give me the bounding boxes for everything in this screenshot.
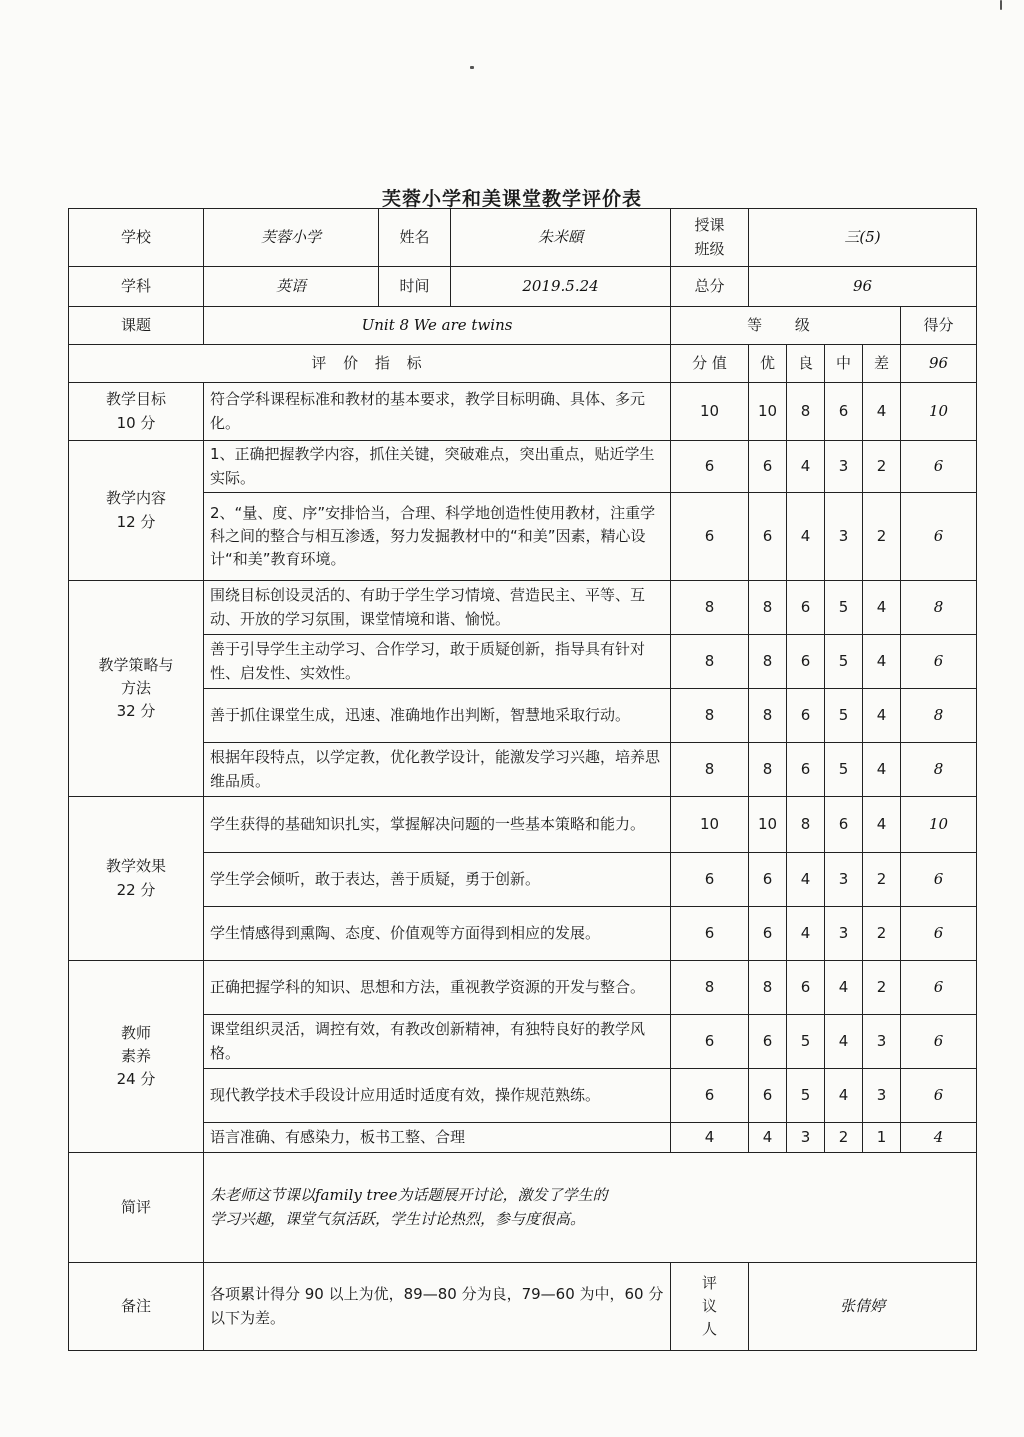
reviewer-label — [671, 1263, 749, 1351]
points-value: 8 — [671, 635, 749, 689]
header-row-subject — [69, 267, 977, 307]
medium-value: 5 — [825, 689, 863, 743]
grade-header: 等 级 — [671, 307, 901, 345]
section-name-line: 教师 — [120, 1023, 151, 1042]
criterion-row — [69, 907, 977, 961]
subject-label: 学科 — [69, 267, 204, 307]
excellent-value: 8 — [749, 961, 787, 1015]
class-label — [671, 209, 749, 267]
total-score-handwritten: 96 — [901, 345, 977, 383]
medium-value: 6 — [825, 383, 863, 441]
criterion-row — [69, 635, 977, 689]
good-value: 6 — [787, 689, 825, 743]
section-name-line: 22 分 — [116, 880, 156, 899]
total-value: 96 — [749, 267, 977, 307]
medium-value: 6 — [825, 797, 863, 853]
points-value: 6 — [671, 853, 749, 907]
column-header-row — [69, 345, 977, 383]
handwritten-score: 6 — [901, 853, 977, 907]
handwritten-score: 10 — [901, 383, 977, 441]
poor-value: 2 — [863, 961, 901, 1015]
points-value: 8 — [671, 961, 749, 1015]
good-value: 6 — [787, 581, 825, 635]
criterion-row — [69, 1123, 977, 1153]
comment-row — [69, 1153, 977, 1263]
reviewer-label-1: 评 — [702, 1273, 718, 1292]
criterion-text: 现代教学技术手段设计应用适时适度有效，操作规范熟练。 — [204, 1069, 671, 1123]
criterion-text: 正确把握学科的知识、思想和方法，重视教学资源的开发与整合。 — [204, 961, 671, 1015]
medium-value: 3 — [825, 493, 863, 581]
criterion-text: 善于引导学生主动学习、合作学习，敢于质疑创新，指导具有针对性、启发性、实效性。 — [204, 635, 671, 689]
points-value: 10 — [671, 797, 749, 853]
handwritten-score: 10 — [901, 797, 977, 853]
poor-value: 1 — [863, 1123, 901, 1153]
good-value: 4 — [787, 853, 825, 907]
poor-value: 4 — [863, 689, 901, 743]
medium-value: 4 — [825, 961, 863, 1015]
criterion-row — [69, 493, 977, 581]
good-value: 8 — [787, 383, 825, 441]
indicator-header: 评 价 指 标 — [69, 345, 671, 383]
teacher-name-value: 朱米頤 — [451, 209, 671, 267]
medium-value: 3 — [825, 853, 863, 907]
section-name — [69, 581, 204, 797]
total-label: 总分 — [671, 267, 749, 307]
criterion-text: 根据年段特点，以学定教，优化教学设计，能激发学习兴趣，培养思维品质。 — [204, 743, 671, 797]
medium-value: 2 — [825, 1123, 863, 1153]
points-value: 8 — [671, 743, 749, 797]
notes-text: 各项累计得分 90 以上为优，89—80 分为良，79—60 为中，60 分以下为差。 — [204, 1263, 671, 1351]
points-value: 4 — [671, 1123, 749, 1153]
criterion-row — [69, 581, 977, 635]
paper-speck — [470, 66, 474, 69]
handwritten-score: 6 — [901, 907, 977, 961]
topic-label: 课题 — [69, 307, 204, 345]
poor-value: 3 — [863, 1015, 901, 1069]
handwritten-score: 6 — [901, 961, 977, 1015]
section-name-line: 10 分 — [116, 413, 156, 432]
time-value: 2019.5.24 — [451, 267, 671, 307]
points-value: 6 — [671, 1015, 749, 1069]
good-value: 6 — [787, 961, 825, 1015]
section-name — [69, 797, 204, 961]
class-label-line-2: 班级 — [694, 239, 725, 258]
reviewer-signature: 张倩婷 — [749, 1263, 977, 1351]
section-name-line: 方法 — [120, 678, 151, 697]
good-value: 3 — [787, 1123, 825, 1153]
section-name — [69, 961, 204, 1153]
poor-value: 2 — [863, 441, 901, 493]
header-row-school — [69, 209, 977, 267]
criterion-text: 围绕目标创设灵活的、有助于学生学习情境、营造民主、平等、互动、开放的学习氛围，课堂情境和谐、愉悦。 — [204, 581, 671, 635]
poor-value: 2 — [863, 907, 901, 961]
section-name-line: 教学效果 — [105, 857, 166, 876]
criterion-text: 学生获得的基础知识扎实，掌握解决问题的一些基本策略和能力。 — [204, 797, 671, 853]
handwritten-score: 6 — [901, 635, 977, 689]
good-value: 4 — [787, 441, 825, 493]
section-name-line: 素养 — [120, 1046, 151, 1065]
medium-value: 3 — [825, 907, 863, 961]
criterion-row — [69, 853, 977, 907]
handwritten-score: 6 — [901, 441, 977, 493]
comment-line-2: 学习兴趣，课堂气氛活跃，学生讨论热烈，参与度很高。 — [210, 1209, 586, 1228]
criterion-text: 学生情感得到熏陶、态度、价值观等方面得到相应的发展。 — [204, 907, 671, 961]
good-header: 良 — [787, 345, 825, 383]
handwritten-score: 6 — [901, 1015, 977, 1069]
points-value: 6 — [671, 441, 749, 493]
criterion-row — [69, 1015, 977, 1069]
criterion-row — [69, 797, 977, 853]
handwritten-score: 8 — [901, 743, 977, 797]
evaluation-table — [68, 208, 977, 1351]
notes-row — [69, 1263, 977, 1351]
excellent-value: 6 — [749, 853, 787, 907]
criterion-text: 符合学科课程标准和教材的基本要求，教学目标明确、具体、多元化。 — [204, 383, 671, 441]
section-name-line: 12 分 — [116, 512, 156, 531]
excellent-value: 6 — [749, 1069, 787, 1123]
criterion-text: 学生学会倾听，敢于表达，善于质疑，勇于创新。 — [204, 853, 671, 907]
poor-value: 4 — [863, 797, 901, 853]
good-value: 5 — [787, 1069, 825, 1123]
section-name-line: 32 分 — [116, 702, 156, 721]
medium-value: 3 — [825, 441, 863, 493]
medium-value: 5 — [825, 581, 863, 635]
criterion-row — [69, 743, 977, 797]
handwritten-score: 6 — [901, 493, 977, 581]
criterion-row — [69, 441, 977, 493]
name-label: 姓名 — [379, 209, 451, 267]
section-name-line: 教学目标 — [105, 390, 166, 409]
medium-value: 5 — [825, 635, 863, 689]
section-name — [69, 383, 204, 441]
school-label: 学校 — [69, 209, 204, 267]
excellent-value: 6 — [749, 1015, 787, 1069]
school-value: 芙蓉小学 — [204, 209, 379, 267]
criterion-row — [69, 383, 977, 441]
reviewer-label-2: 议 — [702, 1296, 718, 1315]
excellent-value: 10 — [749, 383, 787, 441]
medium-value: 4 — [825, 1015, 863, 1069]
points-value: 6 — [671, 907, 749, 961]
handwritten-score: 8 — [901, 689, 977, 743]
time-label: 时间 — [379, 267, 451, 307]
criterion-text: 1、正确把握教学内容，抓住关键，突破难点，突出重点，贴近学生实际。 — [204, 441, 671, 493]
excellent-header: 优 — [749, 345, 787, 383]
poor-value: 4 — [863, 383, 901, 441]
criterion-text: 课堂组织灵活，调控有效，有教改创新精神，有独特良好的教学风格。 — [204, 1015, 671, 1069]
poor-value: 2 — [863, 493, 901, 581]
excellent-value: 8 — [749, 743, 787, 797]
excellent-value: 6 — [749, 441, 787, 493]
criterion-row — [69, 961, 977, 1015]
points-value: 10 — [671, 383, 749, 441]
points-value: 6 — [671, 493, 749, 581]
points-value: 8 — [671, 581, 749, 635]
reviewer-label-3: 人 — [702, 1320, 718, 1339]
points-header: 分 值 — [671, 345, 749, 383]
poor-value: 4 — [863, 635, 901, 689]
comment-line-1: 朱老师这节课以family tree为话题展开讨论，激发了学生的 — [210, 1186, 608, 1205]
score-header: 得分 — [901, 307, 977, 345]
good-value: 6 — [787, 635, 825, 689]
notes-label: 备注 — [69, 1263, 204, 1351]
criterion-text: 语言准确、有感染力，板书工整、合理 — [204, 1123, 671, 1153]
points-value: 8 — [671, 689, 749, 743]
criterion-text: 2、“量、度、序”安排恰当，合理、科学地创造性使用教材，注重学科之间的整合与相互渗透，努力发掘教材中的“和美”因素，精心设计“和美”教育环境。 — [204, 493, 671, 581]
criterion-text: 善于抓住课堂生成，迅速、准确地作出判断，智慧地采取行动。 — [204, 689, 671, 743]
section-name — [69, 441, 204, 581]
criterion-row — [69, 1069, 977, 1123]
points-value: 6 — [671, 1069, 749, 1123]
handwritten-score: 8 — [901, 581, 977, 635]
section-name-line: 24 分 — [116, 1070, 156, 1089]
poor-value: 3 — [863, 1069, 901, 1123]
poor-value: 2 — [863, 853, 901, 907]
class-label-line-1: 授课 — [694, 216, 725, 235]
good-value: 8 — [787, 797, 825, 853]
handwritten-score: 4 — [901, 1123, 977, 1153]
comment-body — [204, 1153, 977, 1263]
good-value: 5 — [787, 1015, 825, 1069]
poor-value: 4 — [863, 743, 901, 797]
paper-speck — [1000, 0, 1002, 10]
medium-header: 中 — [825, 345, 863, 383]
good-value: 4 — [787, 907, 825, 961]
medium-value: 4 — [825, 1069, 863, 1123]
excellent-value: 8 — [749, 689, 787, 743]
section-name-line: 教学内容 — [105, 489, 166, 508]
excellent-value: 8 — [749, 581, 787, 635]
criterion-row — [69, 689, 977, 743]
comment-label: 简评 — [69, 1153, 204, 1263]
topic-value: Unit 8 We are twins — [204, 307, 671, 345]
good-value: 6 — [787, 743, 825, 797]
poor-value: 4 — [863, 581, 901, 635]
excellent-value: 8 — [749, 635, 787, 689]
document-title: 芙蓉小学和美课堂教学评价表 — [381, 188, 642, 210]
header-row-topic — [69, 307, 977, 345]
handwritten-score: 6 — [901, 1069, 977, 1123]
good-value: 4 — [787, 493, 825, 581]
excellent-value: 4 — [749, 1123, 787, 1153]
medium-value: 5 — [825, 743, 863, 797]
class-value: 三(5) — [749, 209, 977, 267]
subject-value: 英语 — [204, 267, 379, 307]
excellent-value: 10 — [749, 797, 787, 853]
section-name-line: 教学策略与 — [98, 655, 174, 674]
excellent-value: 6 — [749, 907, 787, 961]
excellent-value: 6 — [749, 493, 787, 581]
poor-header: 差 — [863, 345, 901, 383]
